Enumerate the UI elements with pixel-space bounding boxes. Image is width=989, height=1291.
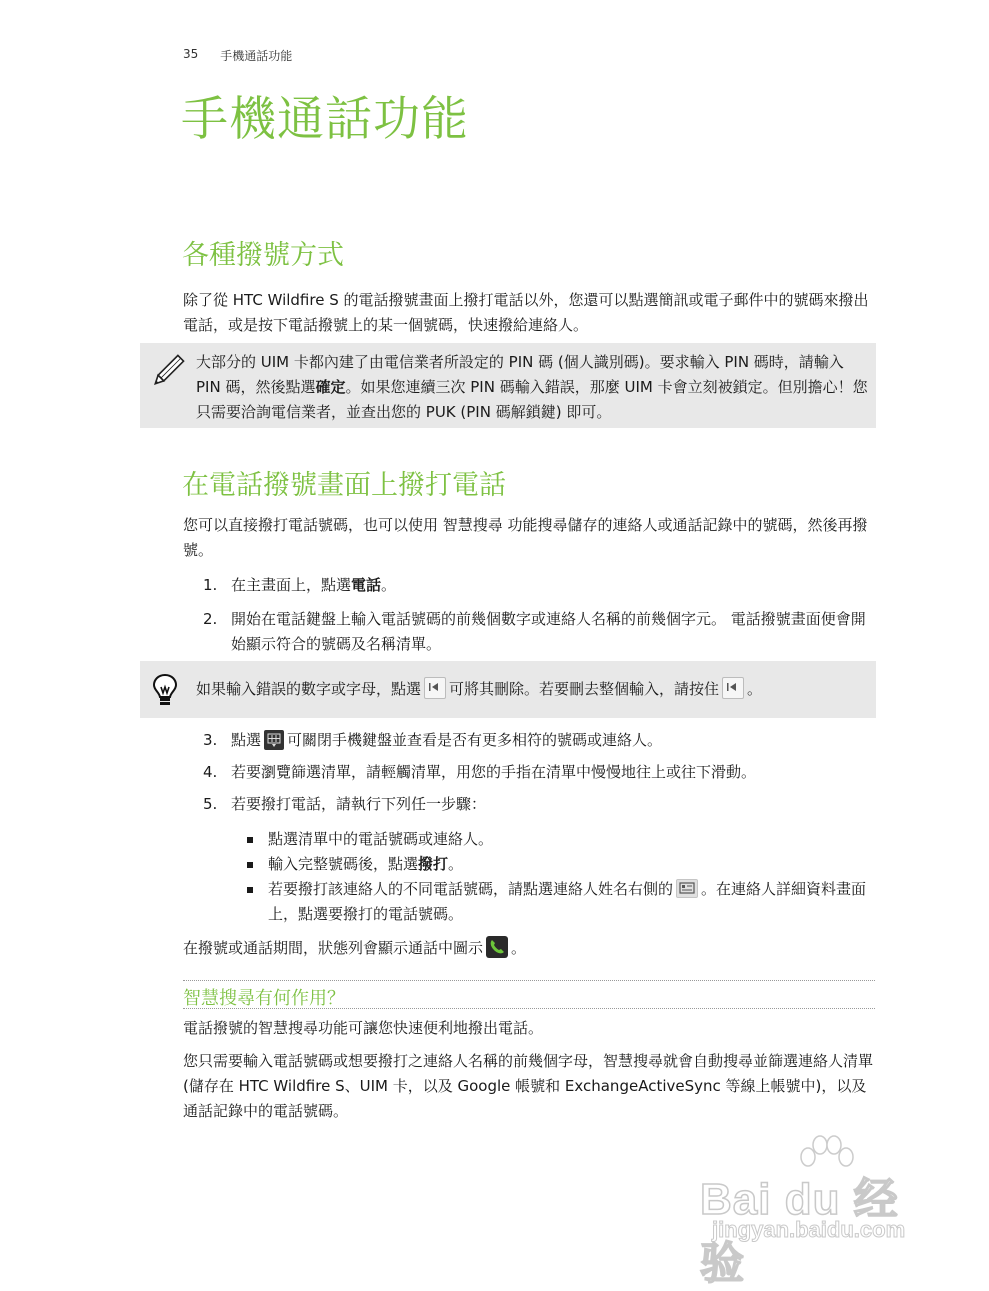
running-title: 手機通話功能 <box>220 49 293 63</box>
page-header <box>183 47 292 64</box>
note-text: 大部分的 UIM 卡都內建了由電信業者所設定的 PIN 碼 (個人識別碼)。要求輸入 PIN 碼時，請輸入 PIN 碼，然後點選確定。如果您連續三次 PIN 碼輸入錯誤，那麼 UIM 卡會立刻被鎖定。但別擔心！您只需要洽詢電信業者，並查出您的 PUK (PIN 碼解鎖鍵) 即可。 <box>196 353 868 421</box>
note-box <box>140 343 876 428</box>
baidu-watermark <box>700 1135 940 1288</box>
tip-text: 如果輸入錯誤的數字或字母，點選 可將其刪除。若要刪去整個輸入，請按住 。 <box>196 677 871 702</box>
bullet-item: 若要撥打該連絡人的不同電話號碼，請點選連絡人姓名右側的 。在連絡人詳細資料畫面上，點選要撥打的電話號碼。 <box>245 877 875 927</box>
bullet-item: 點選清單中的電話號碼或連絡人。 <box>245 827 875 852</box>
divider-top <box>183 980 875 981</box>
bullet-marker <box>247 837 253 843</box>
dial-label: 撥打 <box>418 855 449 873</box>
bullet-marker <box>247 862 253 868</box>
section1-paragraph: 除了從 HTC Wildfire S 的電話撥號畫面上撥打電話以外，您還可以點選簡訊或電子郵件中的號碼來撥出電話，或是按下電話撥號上的某一個號碼，快速撥給連絡人。 <box>183 291 869 334</box>
confirm-label: 確定 <box>315 378 346 396</box>
step-2: 2. 開始在電話鍵盤上輸入電話號碼的前幾個數字或連絡人名稱的前幾個字元。 電話撥號畫面便會開始顯示符合的號碼及名稱清單。 <box>203 610 866 653</box>
step-3: 3. 點選 可關閉手機鍵盤並查看是否有更多相符的號碼或連絡人。 <box>203 731 663 749</box>
page-number: 35 <box>183 47 199 61</box>
keyboard-hide-icon <box>264 730 284 750</box>
section3-paragraph-1: 電話撥號的智慧搜尋功能可讓您快速便利地撥出電話。 <box>183 1019 544 1037</box>
backspace-icon <box>722 677 744 699</box>
steps-list-a <box>203 573 875 657</box>
contact-card-icon <box>676 879 698 898</box>
watermark-url: jingyan.baidu.com <box>712 1217 906 1242</box>
step-5: 5. 若要撥打電話，請執行下列任一步驟： <box>203 795 487 813</box>
section3-paragraph-2: 您只需要輸入電話號碼或想要撥打之連絡人名稱的前幾個字母，智慧搜尋就會自動搜尋並篩選連絡人清單 (儲存在 HTC Wildfire S、UIM 卡，以及 Google 帳號和 ExchangeActiveSync 等線上帳號中)，以及通話記錄中的電話號碼。 <box>183 1052 874 1120</box>
phone-label: 電話 <box>351 576 382 594</box>
section-title-smart-dial: 智慧搜尋有何作用？ <box>183 988 345 1009</box>
section2-paragraph: 您可以直接撥打電話號碼，也可以使用 智慧搜尋 功能搜尋儲存的連絡人或通話記錄中的號碼，然後再撥號。 <box>183 516 868 559</box>
chapter-title: 手機通話功能 <box>181 92 469 147</box>
section-title-dialing-methods: 各種撥號方式 <box>182 240 344 271</box>
divider-bottom <box>183 1008 875 1009</box>
pencil-icon <box>148 351 188 395</box>
dial-options-list <box>245 827 875 927</box>
lightbulb-icon <box>152 673 178 711</box>
tip-box <box>140 661 876 718</box>
bullet-marker <box>247 887 253 893</box>
step-1: 1. 在主畫面上，點選電話。 <box>203 576 397 594</box>
watermark-logo: Bai du 经验 <box>700 1175 899 1288</box>
section-title-dialer: 在電話撥號畫面上撥打電話 <box>182 470 506 501</box>
bullet-item: 輸入完整號碼後，點選撥打。 <box>245 852 875 877</box>
backspace-icon <box>424 677 446 699</box>
steps-list-b <box>203 728 875 817</box>
in-call-phone-icon <box>486 936 508 958</box>
status-bar-paragraph: 在撥號或通話期間，狀態列會顯示通話中圖示 。 <box>183 936 875 961</box>
step-4: 4. 若要瀏覽篩選清單，請輕觸清單，用您的手指在清單中慢慢地往上或往下滑動。 <box>203 763 757 781</box>
